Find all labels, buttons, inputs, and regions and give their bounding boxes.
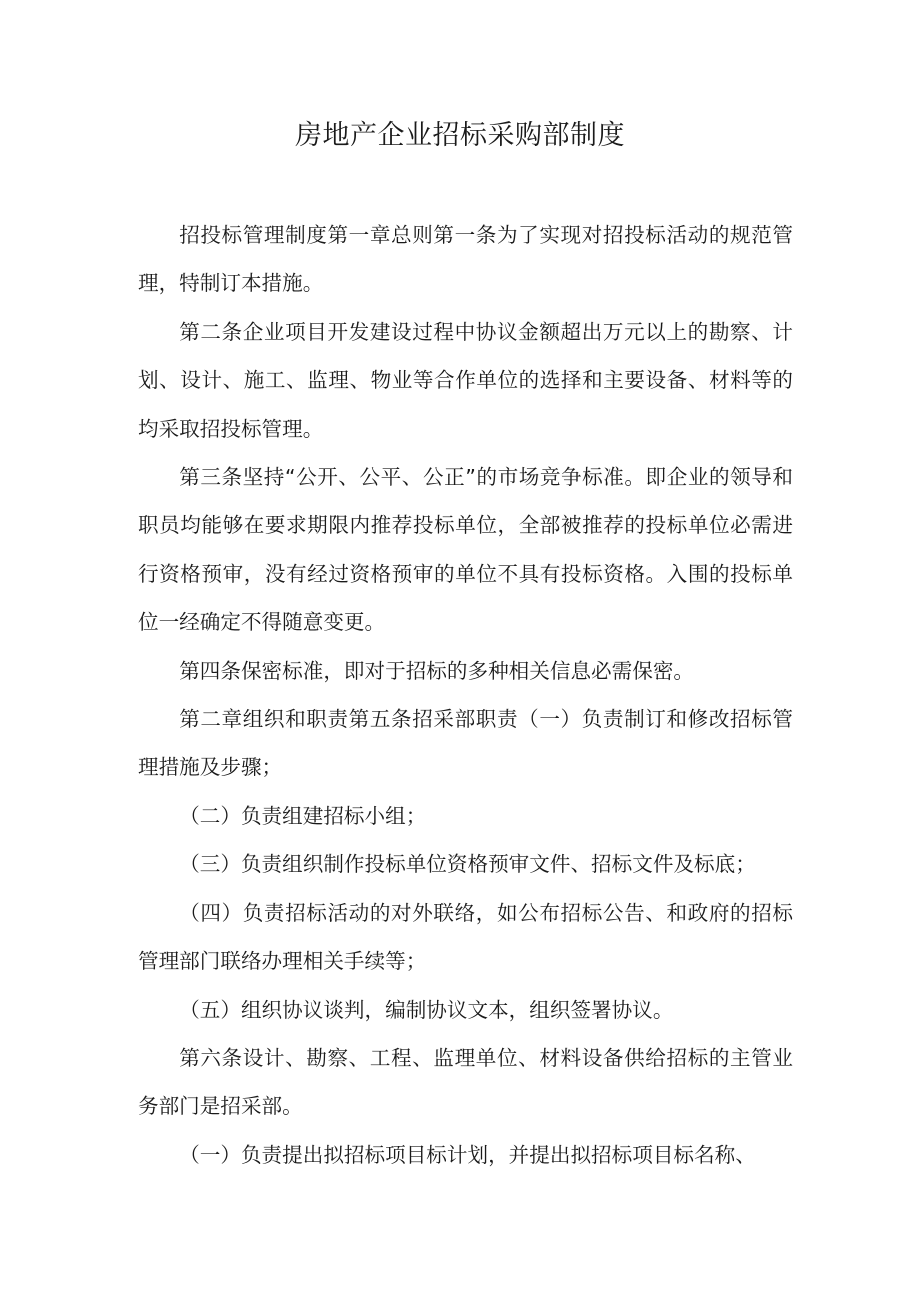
paragraph: 招投标管理制度第一章总则第一条为了实现对招投标活动的规范管理，特制订本措施。 — [138, 223, 793, 296]
paragraph: （三）负责组织制作投标单位资格预审文件、招标文件及标底； — [179, 852, 756, 877]
paragraph: 第三条坚持“公开、公平、公正”的市场竞争标准。即企业的领导和职员均能够在要求期限内推荐投标单位，全部被推荐的投标单位必需进行资格预审，没有经过资格预审的单位不具有投标资格。入围的投标单位一经确定不得随意变更。 — [138, 465, 793, 635]
document-body — [138, 211, 793, 1179]
paragraph: 第二条企业项目开发建设过程中协议金额超出万元以上的勘察、计划、设计、施工、监理、物业等合作单位的选择和主要设备、材料等的均采取招投标管理。 — [138, 319, 793, 441]
paragraph: 第四条保密标准，即对于招标的多种相关信息必需保密。 — [179, 658, 695, 683]
paragraph: （四）负责招标活动的对外联络，如公布招标公告、和政府的招标管理部门联络办理相关手续等； — [138, 900, 793, 974]
paragraph: （一）负责提出拟招标项目标计划，并提出拟招标项目标名称、 — [179, 1142, 756, 1167]
paragraph: 第二章组织和职责第五条招采部职责（一）负责制订和修改招标管理措施及步骤； — [138, 707, 793, 780]
paragraph: （二）负责组建招标小组； — [179, 803, 427, 828]
document-title: 房地产企业招标采购部制度 — [295, 120, 625, 151]
paragraph: （五）组织协议谈判，编制协议文本，组织签署协议。 — [179, 997, 674, 1022]
paragraph: 第六条设计、勘察、工程、监理单位、材料设备供给招标的主管业务部门是招采部。 — [138, 1045, 793, 1119]
